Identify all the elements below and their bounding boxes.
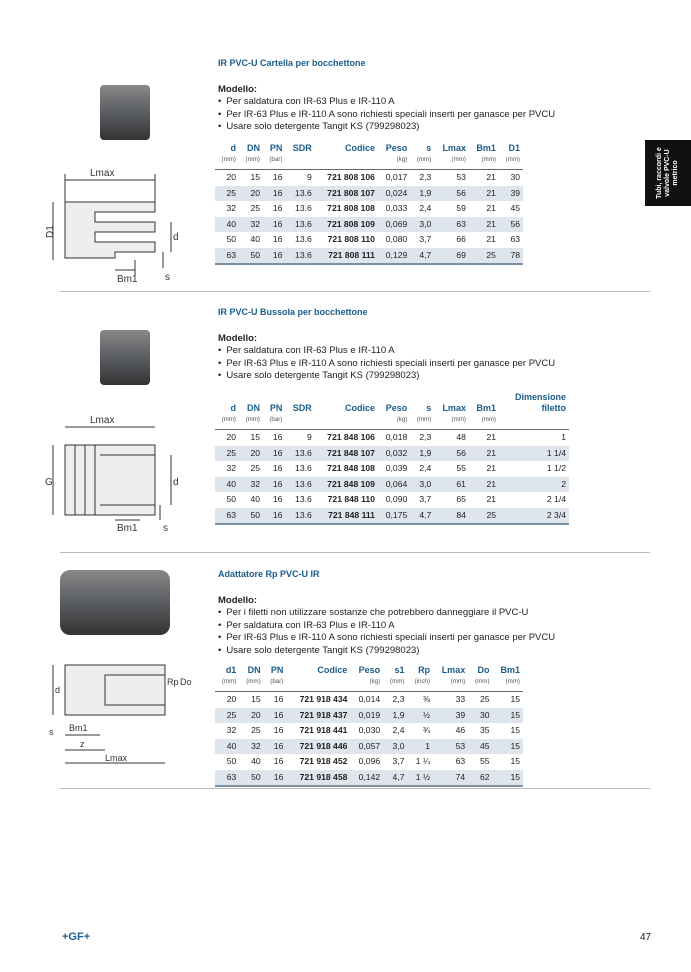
bullet-item: • Usare solo detergente Tangit KS (799298023) <box>218 645 555 658</box>
modello-label: Modello: <box>218 333 258 344</box>
table-row <box>215 754 523 770</box>
table-cell: 1,9 <box>410 185 434 201</box>
table-cell: 1,9 <box>410 445 434 461</box>
column-unit: (bar) <box>264 676 287 691</box>
table-cell: 20 <box>239 445 263 461</box>
column-header: SDR <box>292 403 312 413</box>
column-header: Bm1 <box>476 143 496 153</box>
modello-label: Modello: <box>218 84 258 95</box>
page-number: 47 <box>640 932 652 943</box>
table-cell: 721 808 109 <box>315 216 378 232</box>
table-cell: 63 <box>215 507 239 524</box>
table-cell: 25 <box>469 507 499 524</box>
column-header: Dimensione filetto <box>514 392 566 413</box>
table-cell: 0,064 <box>378 476 410 492</box>
table-cell: 16 <box>272 202 283 213</box>
table-cell: 15 <box>493 769 523 786</box>
table-cell: 0,030 <box>358 724 381 735</box>
table-cell: 13.6 <box>295 493 312 504</box>
table-cell: 15 <box>250 171 260 182</box>
svg-text:Lmax: Lmax <box>90 415 115 426</box>
table-cell: 16 <box>272 233 283 244</box>
table-cell: 721 848 108 <box>327 462 375 473</box>
table-cell: 25 <box>215 445 239 461</box>
column-unit: (mm) <box>434 154 469 169</box>
table-cell: 56 <box>499 216 523 232</box>
table-cell: 16 <box>263 507 285 524</box>
column-unit: (mm) <box>239 414 263 429</box>
column-header: Lmax <box>442 143 466 153</box>
table-cell: 53 <box>433 738 468 754</box>
table-cell: ¾ <box>422 724 431 735</box>
table-cell: 1 ½ <box>407 769 433 786</box>
svg-text:D1: D1 <box>45 225 56 238</box>
table-cell: 16 <box>263 445 285 461</box>
table-cell: 63 <box>215 247 239 264</box>
table-cell: 21 <box>469 445 499 461</box>
table-cell: 32 <box>226 462 236 473</box>
column-header: s <box>426 403 432 413</box>
table-cell: 721 808 106 <box>327 171 375 182</box>
column-unit <box>286 676 350 691</box>
table-cell: 50 <box>239 769 263 786</box>
table-cell: 21 <box>486 202 496 213</box>
table-cell: 16 <box>273 724 284 735</box>
table-cell: 2,3 <box>419 171 432 182</box>
table-cell: 721 918 437 <box>286 707 350 723</box>
table-cell: 39 <box>499 185 523 201</box>
table-cell: 16 <box>264 769 287 786</box>
table-cell: 65 <box>456 493 466 504</box>
table-cell: 0,129 <box>378 247 410 264</box>
svg-text:s: s <box>49 727 54 737</box>
table-cell: 32 <box>239 216 263 232</box>
column-header: DN <box>247 403 260 413</box>
table-cell: 39 <box>433 707 468 723</box>
svg-text:Rp: Rp <box>167 677 179 687</box>
table-cell: 13.6 <box>285 507 314 524</box>
table-cell: 16 <box>264 738 287 754</box>
svg-text:s: s <box>163 523 168 534</box>
column-header: Codice <box>317 665 348 675</box>
table-cell: 721 918 434 <box>299 693 348 704</box>
product-photo <box>60 570 170 635</box>
bullet-item: • Usare solo detergente Tangit KS (799298023) <box>218 370 555 383</box>
table-cell: 16 <box>264 707 287 723</box>
bullet-item: • Per saldatura con IR-63 Plus e IR-110 A <box>218 620 555 633</box>
table-cell: 0,175 <box>378 507 410 524</box>
table-cell: 16 <box>263 216 285 232</box>
table-cell: ⅜ <box>422 693 431 704</box>
table-cell: 46 <box>455 724 466 735</box>
column-unit: (kg) <box>378 414 410 429</box>
table-cell: 1 1/4 <box>499 445 569 461</box>
modello-label: Modello: <box>218 595 258 606</box>
table-cell: 21 <box>469 185 499 201</box>
column-header: Peso <box>358 665 381 675</box>
column-unit: (mm) <box>410 154 434 169</box>
table-cell: 45 <box>510 202 520 213</box>
table-cell: 40 <box>251 755 261 766</box>
table-cell: 3,7 <box>419 493 432 504</box>
column-header: d1 <box>225 665 237 675</box>
table-cell: 0,018 <box>385 431 408 442</box>
table-cell: 20 <box>226 171 236 182</box>
column-unit: (mm) <box>215 676 239 691</box>
column-header: Do <box>477 665 490 675</box>
table-cell: 59 <box>456 202 466 213</box>
bullet-item: • Per saldatura con IR-63 Plus e IR-110 A <box>218 345 555 358</box>
column-unit: (mm) <box>434 414 469 429</box>
svg-text:Bm1: Bm1 <box>117 523 138 534</box>
table-cell: 2,4 <box>419 202 432 213</box>
column-header: SDR <box>292 143 312 153</box>
column-header: PN <box>269 403 283 413</box>
table-cell: 0,039 <box>385 462 408 473</box>
table-cell: 30 <box>468 707 492 723</box>
table-cell: 16 <box>272 431 283 442</box>
svg-text:Lmax: Lmax <box>90 168 115 179</box>
bullet-item: • Usare solo detergente Tangit KS (799298023) <box>218 121 555 134</box>
table-cell: 74 <box>433 769 468 786</box>
table-row <box>215 707 523 723</box>
table-cell: 16 <box>263 185 285 201</box>
table-cell: 2,4 <box>419 462 432 473</box>
column-header: DN <box>247 143 260 153</box>
column-header: DN <box>247 665 261 675</box>
section-title: IR PVC-U Bussola per bocchettone <box>218 307 368 317</box>
table-cell: 20 <box>226 693 237 704</box>
column-header: Lmax <box>442 403 466 413</box>
column-unit: (kg) <box>350 676 383 691</box>
table-cell: 13.6 <box>295 202 312 213</box>
column-unit: (mm) <box>468 676 492 691</box>
table-cell: 721 918 446 <box>286 738 350 754</box>
technical-drawing <box>45 655 195 775</box>
svg-text:d: d <box>173 477 179 488</box>
table-cell: 21 <box>469 216 499 232</box>
column-unit: (mm) <box>239 676 263 691</box>
column-header: Codice <box>344 143 375 153</box>
column-unit: (mm) <box>410 414 434 429</box>
table-cell: 9 <box>307 171 312 182</box>
table-cell: 63 <box>455 755 466 766</box>
table-cell: 25 <box>215 185 239 201</box>
table-cell: 0,019 <box>350 707 383 723</box>
svg-text:Bm1: Bm1 <box>69 723 88 733</box>
table-cell: 2,3 <box>419 431 432 442</box>
svg-text:d: d <box>173 232 179 243</box>
table-cell: 25 <box>469 247 499 264</box>
table-cell: 16 <box>263 476 285 492</box>
table-cell: 721 848 110 <box>327 493 375 504</box>
table-cell: 721 848 107 <box>315 445 378 461</box>
table-cell: 84 <box>434 507 469 524</box>
table-cell: 721 808 111 <box>315 247 378 264</box>
column-header: D1 <box>508 143 520 153</box>
table-cell: 13.6 <box>295 462 312 473</box>
table-cell: 25 <box>251 724 261 735</box>
table-cell: 56 <box>434 185 469 201</box>
column-unit: (mm) <box>469 154 499 169</box>
table-cell: 3,7 <box>419 233 432 244</box>
table-cell: 721 848 109 <box>315 476 378 492</box>
table-cell: 16 <box>272 493 283 504</box>
bullet-item: • Per saldatura con IR-63 Plus e IR-110 A <box>218 96 555 109</box>
table-cell: 2 1/4 <box>546 493 566 504</box>
section-title: Adattatore Rp PVC-U IR <box>218 569 320 579</box>
svg-text:z: z <box>80 739 85 749</box>
table-cell: 13.6 <box>285 216 314 232</box>
table-cell: 32 <box>226 724 237 735</box>
table-cell: 21 <box>469 476 499 492</box>
table-cell: 21 <box>486 233 496 244</box>
column-header: Lmax <box>441 665 466 675</box>
table-cell: 4,7 <box>410 247 434 264</box>
svg-text:Bm1: Bm1 <box>117 274 138 285</box>
table-cell: 62 <box>468 769 492 786</box>
column-unit: (mm) <box>215 414 239 429</box>
divider <box>60 788 650 789</box>
table-cell: 3,7 <box>392 755 405 766</box>
table-cell: 721 808 108 <box>327 202 375 213</box>
table-cell: 16 <box>263 247 285 264</box>
table-cell: 4,7 <box>410 507 434 524</box>
table-row <box>215 723 523 739</box>
table-cell: 21 <box>486 431 496 442</box>
table-cell: 1 <box>561 431 566 442</box>
table-cell: 721 918 458 <box>286 769 350 786</box>
column-unit: (inch) <box>407 676 433 691</box>
table-cell: 50 <box>226 493 236 504</box>
table-cell: 16 <box>272 171 283 182</box>
table-cell: 30 <box>510 171 520 182</box>
table-cell: 15 <box>251 693 261 704</box>
column-unit: (mm) <box>239 154 263 169</box>
column-header: PN <box>270 665 284 675</box>
bullet-item: • Per IR-63 Plus e IR-110 A sono richiesti speciali inserti per ganasce per PVCU <box>218 109 555 122</box>
table-cell: 20 <box>239 707 263 723</box>
table-cell: 40 <box>250 233 260 244</box>
table-cell: 40 <box>215 216 239 232</box>
column-header: d <box>230 143 236 153</box>
table-cell: 15 <box>250 431 260 442</box>
table-cell: 35 <box>479 724 490 735</box>
column-unit: (bar) <box>263 414 285 429</box>
table-cell: 0,033 <box>385 202 408 213</box>
column-unit: (bar) <box>263 154 285 169</box>
table-cell: 21 <box>486 462 496 473</box>
column-unit: (kg) <box>378 154 410 169</box>
table-cell: 0,024 <box>378 185 410 201</box>
column-header: s1 <box>394 665 405 675</box>
table-cell: 0,090 <box>385 493 408 504</box>
table-cell: 2,4 <box>392 724 405 735</box>
column-header: Codice <box>344 403 375 413</box>
table-cell: 1 1/2 <box>546 462 566 473</box>
table-cell: 15 <box>510 755 520 766</box>
table-cell: 721 848 111 <box>315 507 378 524</box>
table-cell: 3,0 <box>410 216 434 232</box>
table-cell: 721 918 441 <box>299 724 348 735</box>
table-cell: 40 <box>215 738 239 754</box>
table-cell: 0,142 <box>350 769 383 786</box>
column-unit: (mm) <box>433 676 468 691</box>
table-cell: 0,032 <box>378 445 410 461</box>
table-cell: 0,057 <box>350 738 383 754</box>
column-header: s <box>426 143 432 153</box>
column-unit: (mm) <box>215 154 239 169</box>
table-cell: 21 <box>486 493 496 504</box>
table-cell: 21 <box>486 171 496 182</box>
table-cell: 15 <box>510 724 520 735</box>
table-cell: 13.6 <box>295 233 312 244</box>
table-cell: 1 ¼ <box>415 755 431 766</box>
table-cell: 13.6 <box>285 476 314 492</box>
table-cell: 721 918 452 <box>299 755 348 766</box>
table-row <box>215 691 523 707</box>
table-cell: 2 3/4 <box>499 507 569 524</box>
table-cell: 16 <box>273 755 284 766</box>
table-cell: 69 <box>434 247 469 264</box>
column-header: Rp <box>418 665 431 675</box>
table-cell: 0,017 <box>385 171 408 182</box>
table-cell: 61 <box>434 476 469 492</box>
table-cell: 55 <box>456 462 466 473</box>
table-cell: 4,7 <box>383 769 407 786</box>
column-unit: (mm) <box>469 414 499 429</box>
table-cell: 0,014 <box>358 693 381 704</box>
column-header: PN <box>269 143 283 153</box>
table-cell: 50 <box>226 233 236 244</box>
table-cell: 20 <box>226 431 236 442</box>
bullet-item: • Per IR-63 Plus e IR-110 A sono richiesti speciali inserti per ganasce per PVCU <box>218 358 555 371</box>
table-cell: 48 <box>456 431 466 442</box>
section-title: IR PVC-U Cartella per bocchettone <box>218 58 366 68</box>
table-cell: 45 <box>468 738 492 754</box>
table-cell: 32 <box>239 738 263 754</box>
table-cell: 32 <box>239 476 263 492</box>
table-cell: 721 808 107 <box>315 185 378 201</box>
table-row <box>215 769 523 786</box>
bullet-item: • Per i filetti non utilizzare sostanze che potrebbero danneggiare il PVC-U <box>218 607 555 620</box>
table-cell: 50 <box>239 247 263 264</box>
table-cell: 25 <box>250 462 260 473</box>
table-cell: 15 <box>493 738 523 754</box>
table-cell: 63 <box>434 216 469 232</box>
column-unit: (mm) <box>383 676 407 691</box>
column-header: Peso <box>385 143 408 153</box>
svg-text:s: s <box>165 272 170 283</box>
column-header: Peso <box>385 403 408 413</box>
table-cell: 25 <box>250 202 260 213</box>
table-cell: 63 <box>510 233 520 244</box>
gf-logo: +GF+ <box>62 931 91 943</box>
table-cell: 16 <box>273 693 284 704</box>
spec-table <box>215 665 523 787</box>
table-cell: 0,096 <box>358 755 381 766</box>
column-unit: (mm) <box>493 676 523 691</box>
table-cell: 1,9 <box>383 707 407 723</box>
bullet-list <box>218 607 555 657</box>
table-cell: 20 <box>239 185 263 201</box>
svg-text:Lmax: Lmax <box>105 753 128 763</box>
table-cell: 721 808 110 <box>327 233 375 244</box>
table-cell: 33 <box>455 693 466 704</box>
table-cell: 721 848 106 <box>327 431 375 442</box>
table-cell: 0,069 <box>378 216 410 232</box>
table-cell: 0,080 <box>385 233 408 244</box>
table-cell: 78 <box>499 247 523 264</box>
table-cell: 13.6 <box>285 185 314 201</box>
table-cell: 9 <box>307 431 312 442</box>
table-cell: 15 <box>510 693 520 704</box>
side-tab: Tubi, raccordi e valvole PVC-U metrico <box>645 140 691 206</box>
table-cell: 13.6 <box>285 247 314 264</box>
table-cell: 40 <box>250 493 260 504</box>
table-cell: 25 <box>215 707 239 723</box>
table-cell: 40 <box>215 476 239 492</box>
table-cell: 25 <box>479 693 490 704</box>
table-cell: ½ <box>407 707 433 723</box>
table-cell: 3,0 <box>410 476 434 492</box>
table-row <box>215 738 523 754</box>
svg-text:G: G <box>45 477 53 488</box>
table-cell: 1 <box>407 738 433 754</box>
svg-text:d: d <box>55 685 61 695</box>
table-cell: 63 <box>215 769 239 786</box>
table-cell: 50 <box>226 755 237 766</box>
column-header: Bm1 <box>500 665 520 675</box>
table-cell: 32 <box>226 202 236 213</box>
table-cell: 15 <box>493 707 523 723</box>
table-cell: 56 <box>434 445 469 461</box>
table-cell: 55 <box>479 755 490 766</box>
table-cell: 66 <box>456 233 466 244</box>
table-cell: 50 <box>239 507 263 524</box>
table-cell: 13.6 <box>285 445 314 461</box>
table-cell: 2,3 <box>392 693 405 704</box>
table-cell: 16 <box>272 462 283 473</box>
column-header: Bm1 <box>476 403 496 413</box>
table-cell: 3,0 <box>383 738 407 754</box>
bullet-item: • Per IR-63 Plus e IR-110 A sono richiesti speciali inserti per ganasce per PVCU <box>218 632 555 645</box>
table-cell: 53 <box>456 171 466 182</box>
table-cell: 2 <box>499 476 569 492</box>
column-header: d <box>230 403 236 413</box>
svg-text:Do: Do <box>180 677 192 687</box>
column-unit: (mm) <box>499 154 523 169</box>
